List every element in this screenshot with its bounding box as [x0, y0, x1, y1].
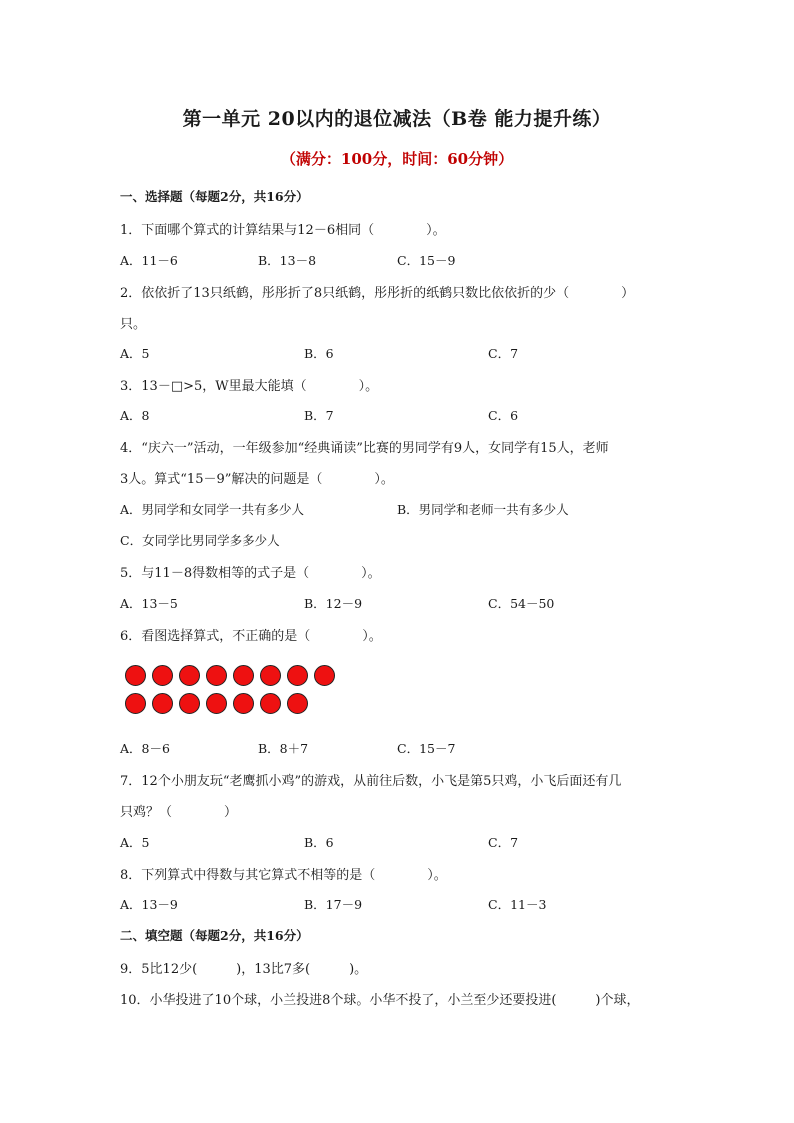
q5-option-a: A．13－5: [120, 596, 178, 611]
question-6: 6．看图选择算式，不正确的是（ ）。: [120, 629, 382, 644]
q2-option-b: B．6: [304, 346, 334, 361]
question-4: 4．“庆六一”活动，一年级参加“经典诵读”比赛的男同学有9人，女同学有15人，老师: [120, 441, 609, 456]
q2-option-c: C．7: [488, 346, 519, 361]
question-10: 10．小华投进了10个球，小兰投进8个球。小华不投了，小兰至少还要投进( )个球，: [120, 993, 640, 1008]
red-dot: [206, 665, 227, 686]
red-dot: [179, 665, 200, 686]
red-dot: [125, 693, 146, 714]
q6-option-b: B．8＋7: [258, 741, 309, 756]
question-7: 7．12个小朋友玩“老鹰抓小鸡”的游戏，从前往后数，小飞是第5只鸡，小飞后面还有几: [120, 774, 622, 789]
question-4-cont: 3人。算式“15－9”解决的问题是（ ）。: [120, 472, 394, 487]
question-3: 3．13－□>5，W里最大能填（ ）。: [120, 379, 379, 394]
q1-option-a: A．11－6: [120, 253, 178, 268]
red-dot: [125, 665, 146, 686]
q3-option-b: B．7: [304, 408, 334, 423]
q6-option-a: A．8－6: [120, 741, 170, 756]
red-dot: [287, 665, 308, 686]
q4-option-b: B．男同学和老师一共有多少人: [397, 502, 569, 517]
q8-option-c: C．11－3: [488, 897, 547, 912]
red-dot: [152, 693, 173, 714]
q3-option-a: A．8: [120, 408, 150, 423]
red-dot: [287, 693, 308, 714]
question-5: 5．与11－8得数相等的式子是（ ）。: [120, 566, 381, 581]
section-heading-choice: 一、选择题（每题2分，共16分）: [120, 189, 309, 204]
section-heading-fill: 二、填空题（每题2分，共16分）: [120, 928, 309, 943]
red-dot: [260, 665, 281, 686]
question-1: 1．下面哪个算式的计算结果与12－6相同（ ）。: [120, 223, 446, 238]
red-dot: [152, 665, 173, 686]
red-dot: [179, 693, 200, 714]
q5-option-c: C．54－50: [488, 596, 555, 611]
question-2-cont: 只。: [120, 317, 147, 332]
question-9: 9．5比12少( )，13比7多( )。: [120, 962, 368, 977]
q1-option-b: B．13－8: [258, 253, 317, 268]
question-7-cont: 只鸡？（ ）: [120, 805, 238, 820]
question-2: 2．依依折了13只纸鹤，彤彤折了8只纸鹤，彤彤折的纸鹤只数比依依折的少（ ）: [120, 286, 635, 301]
page-title: 第一单元 20以内的退位减法（B卷 能力提升练）: [182, 108, 612, 130]
q3-option-c: C．6: [488, 408, 519, 423]
q8-option-b: B．17－9: [304, 897, 363, 912]
red-dot: [314, 665, 335, 686]
question-8: 8．下列算式中得数与其它算式不相等的是（ ）。: [120, 868, 447, 883]
q7-option-c: C．7: [488, 835, 519, 850]
q8-option-a: A．13－9: [120, 897, 178, 912]
red-dot: [233, 693, 254, 714]
q1-option-c: C．15－9: [397, 253, 456, 268]
q7-option-a: A．5: [120, 835, 150, 850]
q6-option-c: C．15－7: [397, 741, 456, 756]
red-dots-figure: [120, 660, 350, 720]
q2-option-a: A．5: [120, 346, 150, 361]
q5-option-b: B．12－9: [304, 596, 363, 611]
red-dot: [260, 693, 281, 714]
q4-option-c: C．女同学比男同学多多少人: [120, 533, 280, 548]
q7-option-b: B．6: [304, 835, 334, 850]
red-dot: [206, 693, 227, 714]
page-subtitle: （满分：100分，时间：60分钟）: [280, 150, 514, 168]
q4-option-a: A．男同学和女同学一共有多少人: [120, 502, 305, 517]
red-dot: [233, 665, 254, 686]
